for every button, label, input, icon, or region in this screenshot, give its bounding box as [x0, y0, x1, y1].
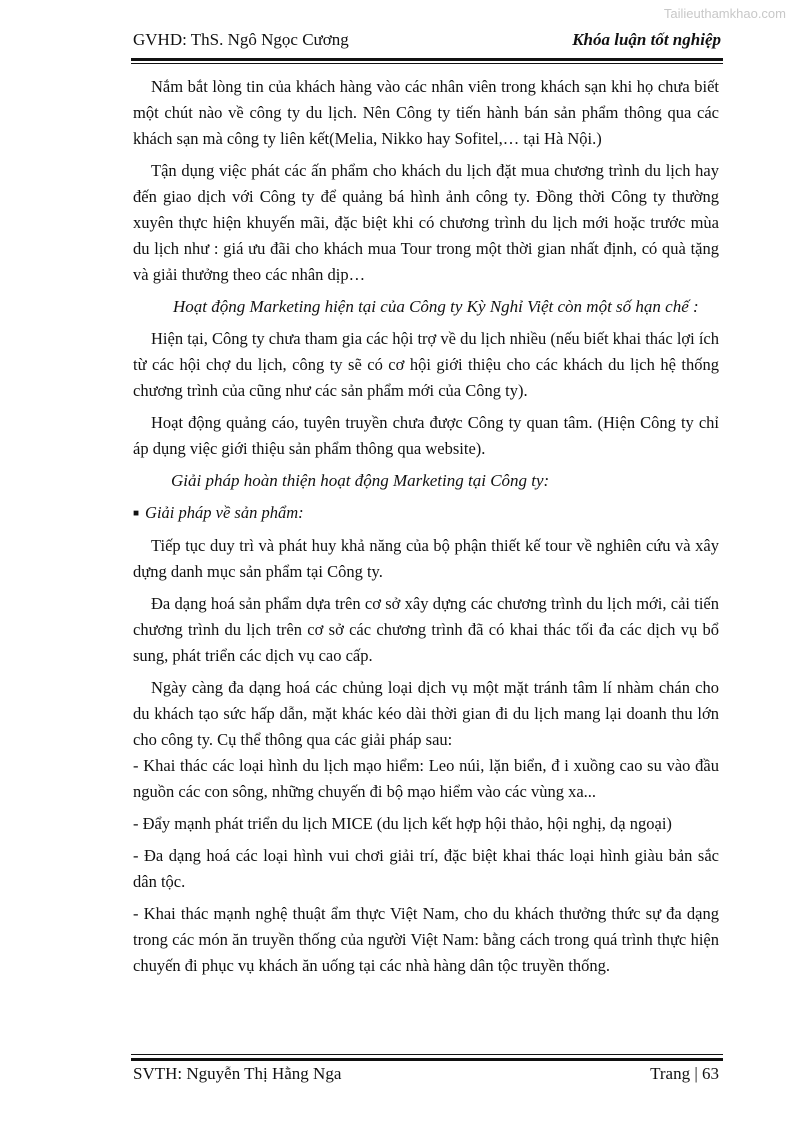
section-heading: Giải pháp hoàn thiện hoạt động Marketing tại Công ty:: [171, 471, 550, 490]
header-rule: [131, 58, 723, 61]
page-body: [133, 74, 719, 985]
header-advisor: GVHD: ThS. Ngô Ngọc Cương: [133, 30, 349, 49]
list-item: - Đẩy mạnh phát triển du lịch MICE (du lịch kết hợp hội thảo, hội nghị, dạ ngoại): [133, 814, 672, 833]
list-item: - Đa dạng hoá các loại hình vui chơi giải trí, đặc biệt khai thác loại hình giàu bản sắc dân tộc.: [133, 846, 719, 891]
square-bullet-icon: ■: [133, 508, 140, 519]
page-header: [133, 30, 721, 50]
paragraph: Tiếp tục duy trì và phát huy khả năng của bộ phận thiết kế tour về nghiên cứu và xây dựng danh mục sản phẩm tại Công ty.: [133, 536, 719, 581]
header-title: Khóa luận tốt nghiệp: [572, 30, 721, 49]
paragraph: Nắm bắt lòng tin của khách hàng vào các nhân viên trong khách sạn khi họ chưa biết một chút nào về công ty du lịch. Nên Công ty tiến hành bán sản phẩm thông qua các khách sạn mà công ty liên kết(Melia, Nikko hay Sofitel,… tại Hà Nội.): [133, 77, 719, 148]
list-item: - Khai thác các loại hình du lịch mạo hiểm: Leo núi, lặn biển, đ i xuồng cao su vào đầu nguồn các con sông, những chuyến đi bộ mạo hiểm vào các vùng xa...: [133, 756, 719, 801]
section-heading: Hoạt động Marketing hiện tại của Công ty Kỳ Nghỉ Việt còn một số hạn chế :: [173, 297, 699, 316]
paragraph: Hiện tại, Công ty chưa tham gia các hội trợ về du lịch nhiều (nếu biết khai thác lợi ích từ các hội chợ du lịch, công ty sẽ có cơ hội giới thiệu cho các khách du lịch hệ thống chương trình của cũng như các sản phẩm mới của Công ty).: [133, 329, 719, 400]
footer-rule-thin: [131, 1054, 723, 1055]
header-rule-thin: [131, 63, 723, 64]
list-item: - Khai thác mạnh nghệ thuật ẩm thực Việt Nam, cho du khách thưởng thức sự đa dạng trong các món ăn truyền thống của người Việt Nam: bằng cách trong quá trình thực hiện chuyến đi phục vụ khách ăn uống tại các nhà hàng dân tộc truyền thống.: [133, 904, 719, 975]
paragraph: Hoạt động quảng cáo, tuyên truyền chưa được Công ty quan tâm. (Hiện Công ty chỉ áp dụng việc giới thiệu sản phẩm thông qua website).: [133, 413, 719, 458]
page-footer: [133, 1064, 719, 1084]
paragraph: Đa dạng hoá sản phẩm dựa trên cơ sở xây dựng các chương trình du lịch mới, cải tiến chương trình du lịch trên cơ sở các chương trình đã có khai thác tối đa các dịch vụ bổ sung, phát triển các dịch vụ cao cấp.: [133, 594, 719, 665]
page-number: Trang | 63: [650, 1064, 719, 1083]
bullet-label: Giải pháp về sản phẩm:: [145, 503, 304, 522]
footer-author: SVTH: Nguyễn Thị Hằng Nga: [133, 1064, 342, 1083]
bullet-item: [133, 500, 719, 527]
paragraph: Tận dụng việc phát các ấn phẩm cho khách du lịch đặt mua chương trình du lịch hay đến giao dịch với Công ty để quảng bá hình ảnh công ty. Đồng thời Công ty thường xuyên thực hiện khuyến mãi, đặc biệt khi có chương trình du lịch mới hoặc trước mùa du lịch như : giá ưu đãi cho khách mua Tour trong một thời gian nhất định, có quà tặng và giải thưởng theo các nhân dịp…: [133, 161, 719, 284]
watermark: Tailieuthamkhao.com: [663, 6, 786, 21]
footer-rule: [131, 1058, 723, 1061]
paragraph: Ngày càng đa dạng hoá các chủng loại dịch vụ một mặt tránh tâm lí nhàm chán cho du khách tạo sức hấp dẫn, mặt khác kéo dài thời gian đi du lịch mang lại doanh thu lớn cho công ty. Cụ thể thông qua các giải pháp sau:: [133, 678, 719, 749]
